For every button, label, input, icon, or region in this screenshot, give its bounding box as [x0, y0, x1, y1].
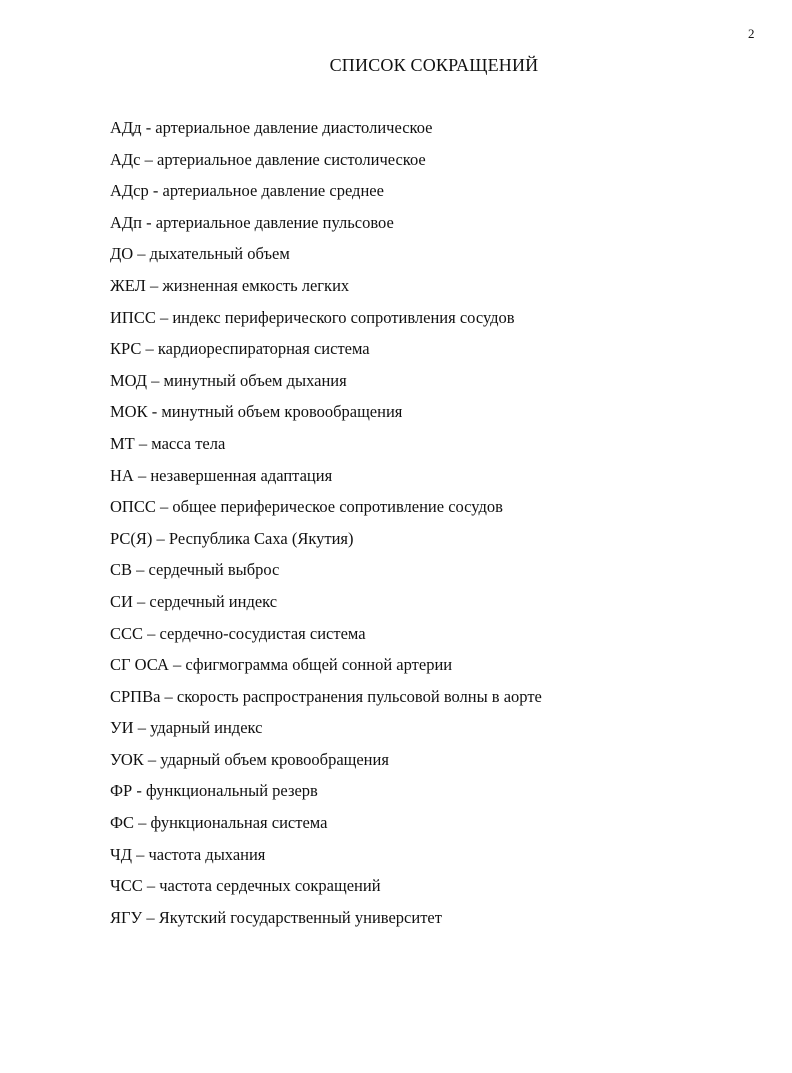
- list-item: ДО – дыхательный объем: [110, 244, 290, 264]
- list-item: МОК - минутный объем кровообращения: [110, 402, 403, 422]
- list-item: ЯГУ – Якутский государственный университет: [110, 907, 442, 927]
- list-item: КРС – кардиореспираторная система: [110, 339, 370, 359]
- page-number: 2: [748, 26, 755, 41]
- list-item: МОД – минутный объем дыхания: [110, 370, 347, 390]
- list-item: ФР - функциональный резерв: [110, 781, 318, 801]
- list-item: СВ – сердечный выброс: [110, 560, 280, 580]
- abbreviation-list: [110, 116, 542, 937]
- list-item: УОК – ударный объем кровообращения: [110, 749, 389, 769]
- list-item: ЧСС – частота сердечных сокращений: [110, 876, 381, 896]
- list-item: СРПВа – скорость распространения пульсовой волны в аорте: [110, 686, 542, 706]
- list-item: ЧД – частота дыхания: [110, 844, 266, 864]
- list-item: АДс – артериальное давление систолическое: [110, 149, 426, 169]
- list-item: НА – незавершенная адаптация: [110, 465, 333, 485]
- list-item: АДср - артериальное давление среднее: [110, 181, 384, 201]
- list-item: УИ – ударный индекс: [110, 718, 263, 738]
- list-item: РС(Я) – Республика Саха (Якутия): [110, 528, 354, 548]
- list-item: СГ ОСА – сфигмограмма общей сонной артерии: [110, 655, 453, 675]
- list-item: АДд - артериальное давление диастолическое: [110, 118, 433, 137]
- list-item: СИ – сердечный индекс: [110, 591, 278, 611]
- list-item: ИПСС – индекс периферического сопротивления сосудов: [110, 307, 515, 327]
- list-item: ЖЕЛ – жизненная емкость легких: [110, 275, 350, 295]
- list-item: МТ – масса тела: [110, 433, 226, 453]
- list-item: ОПСС – общее периферическое сопротивление сосудов: [110, 497, 503, 517]
- list-item: ССС – сердечно-сосудистая система: [110, 623, 366, 643]
- list-item: АДп - артериальное давление пульсовое: [110, 212, 394, 232]
- list-item: ФС – функциональная система: [110, 813, 328, 833]
- page-title: СПИСОК СОКРАЩЕНИЙ: [329, 55, 539, 75]
